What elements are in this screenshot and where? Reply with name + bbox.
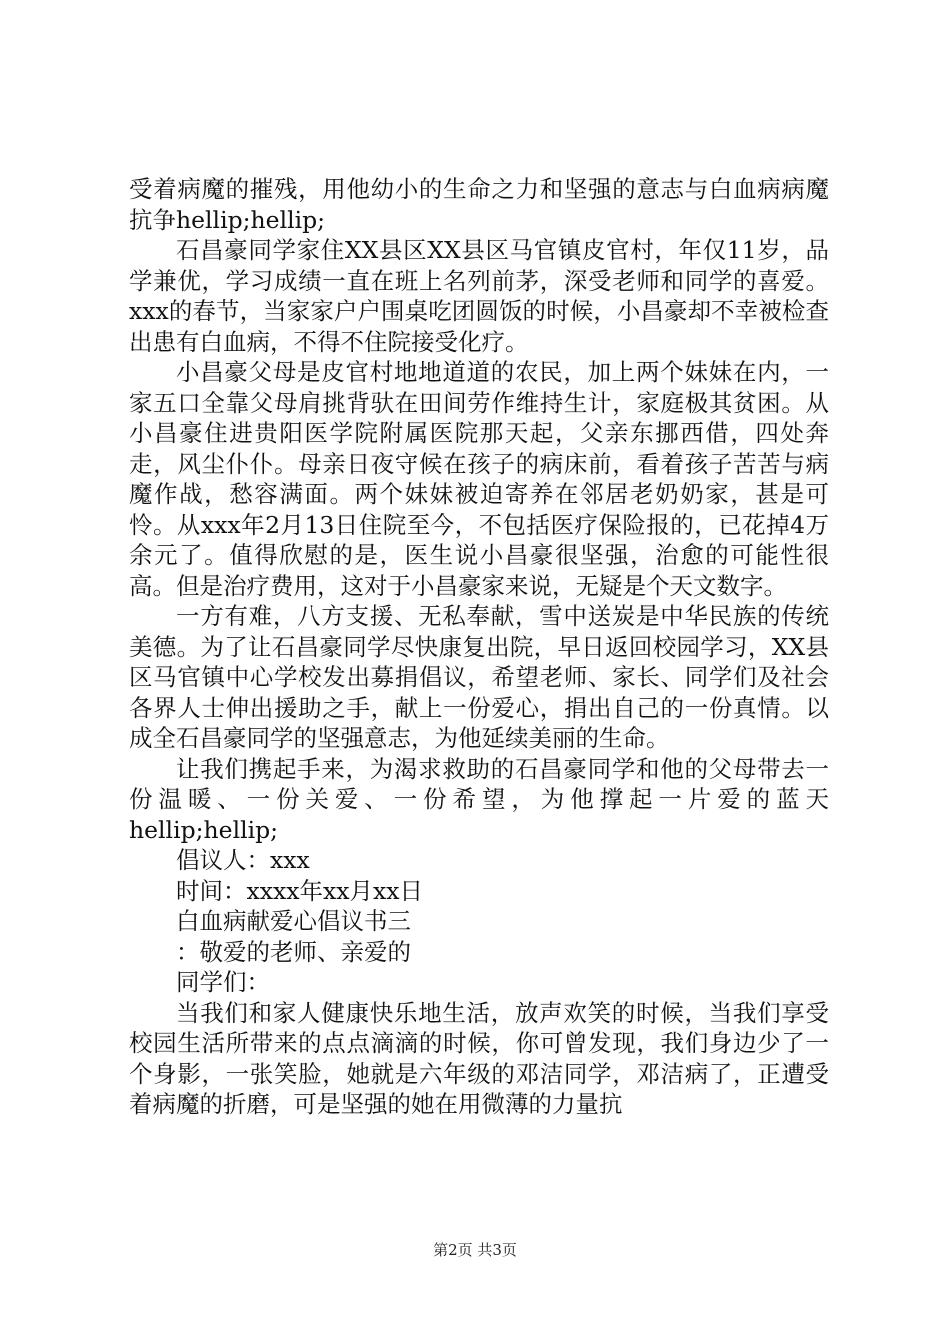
paragraph-6: 当我们和家人健康快乐地生活，放声欢笑的时候，当我们享受校园生活所带来的点点滴滴的时候，你可曾发现，我们身边少了一个身影，一张笑脸，她就是六年级的邓洁同学，邓洁病了，正遭受着病魔的折磨，可是坚强的她在用微薄的力量抗 bbox=[129, 998, 829, 1118]
paragraph-2: 石昌豪同学家住XX县区XX县区马官镇皮官村，年仅11岁，品学兼优，学习成绩一直在班上名列前茅，深受老师和同学的喜爱。xxx的春节，当家家户户围桌吃团圆饭的时候，小昌豪却不幸被检查出患有白血病，不得不住院接受化疗。 bbox=[129, 236, 829, 356]
paragraph-5: 让我们携起手来，为渴求救助的石昌豪同学和他的父母带去一份温暖、一份关爱、一份希望，为他撑起一片爱的蓝天hellip;hellip; bbox=[129, 754, 829, 844]
paragraph-3: 小昌豪父母是皮官村地地道道的农民，加上两个妹妹在内，一家五口全靠父母肩挑背驮在田间劳作维持生计，家庭极其贫困。从小昌豪住进贵阳医学院附属医院那天起，父亲东挪西借，四处奔走，风尘仆仆。母亲日夜守候在孩子的病床前，看着孩子苦苦与病魔作战，愁容满面。两个妹妹被迫寄养在邻居老奶奶家，甚是可怜。从xxx年2月13日住院至今，不包括医疗保险报的，已花掉4万余元了。值得欣慰的是，医生说小昌豪很坚强，治愈的可能性很高。但是治疗费用，这对于小昌豪家来说，无疑是个天文数字。 bbox=[129, 358, 829, 600]
document-body bbox=[129, 174, 829, 1120]
paragraph-4: 一方有难，八方支援、无私奉献，雪中送炭是中华民族的传统美德。为了让石昌豪同学尽快康复出院，早日返回校园学习，XX县区马官镇中心学校发出募捐倡议，希望老师、家长、同学们及社会各界人士伸出援助之手，献上一份爱心，捐出自己的一份真情。以成全石昌豪同学的坚强意志，为他延续美丽的生命。 bbox=[129, 602, 829, 752]
salutation-line-2: 同学们： bbox=[176, 968, 270, 996]
page-number: 第2页 共3页 bbox=[433, 1241, 517, 1259]
salutation-line: ：敬爱的老师、亲爱的 bbox=[176, 937, 411, 966]
date-line: 时间：xxxx年xx月xx日 bbox=[176, 876, 424, 905]
section-title: 白血病献爱心倡议书三 bbox=[176, 907, 411, 935]
initiator-line: 倡议人：xxx bbox=[176, 846, 310, 874]
paragraph-1: 受着病魔的摧残，用他幼小的生命之力和坚强的意志与白血病病魔抗争hellip;hellip; bbox=[129, 175, 829, 234]
